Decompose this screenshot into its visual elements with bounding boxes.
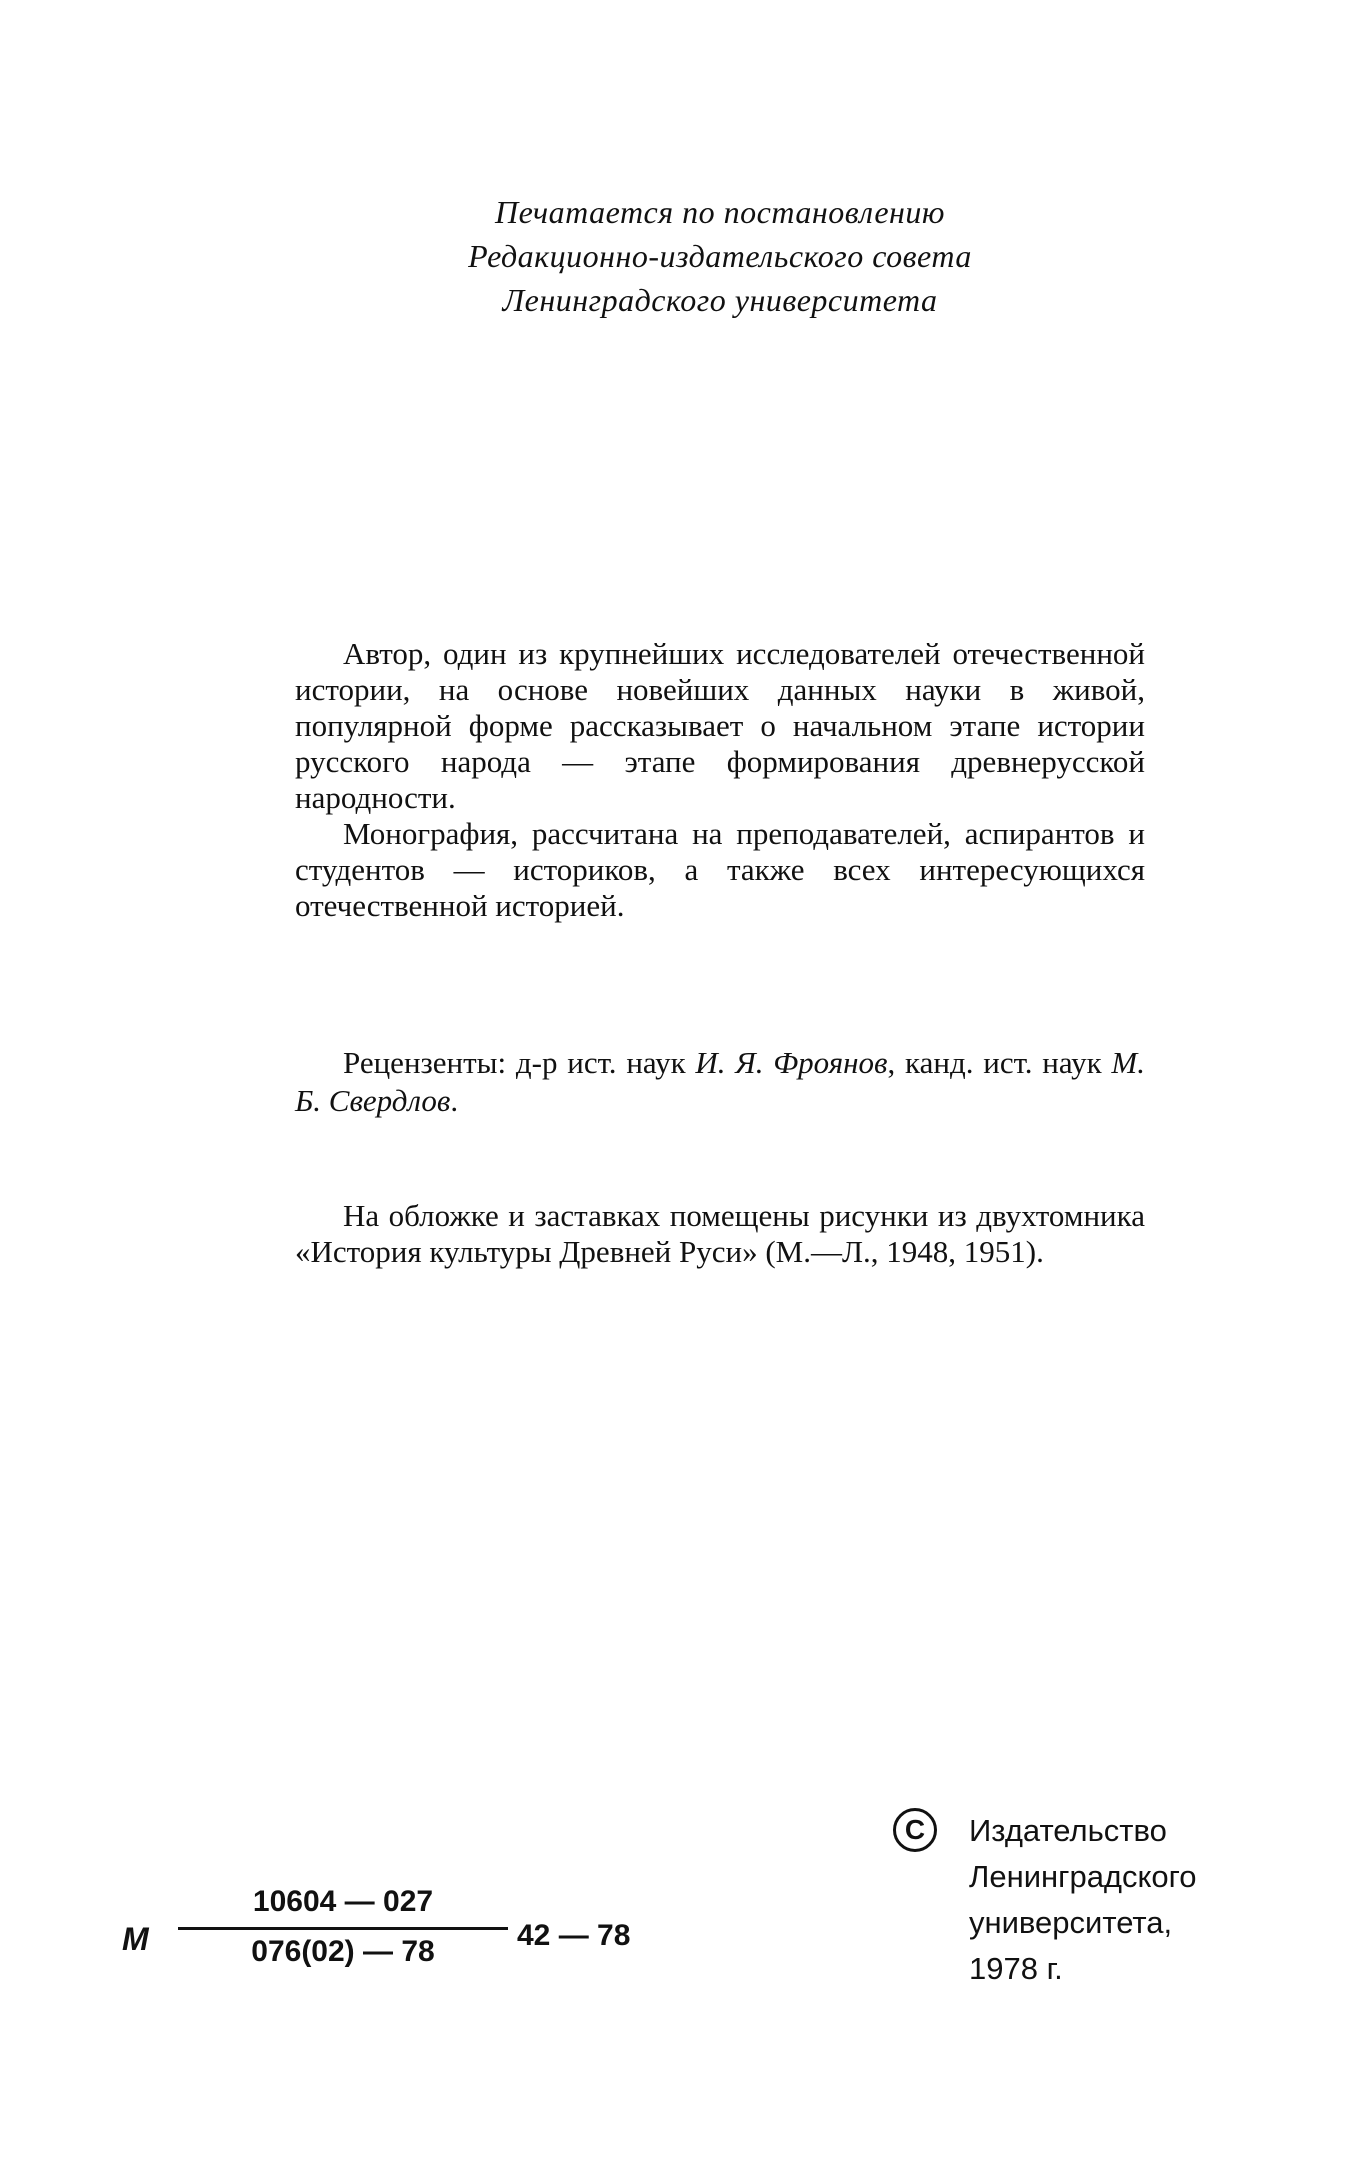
catalog-index xyxy=(122,1885,631,1995)
imprint-notice xyxy=(300,190,1140,322)
copyright-line-4: 1978 г. xyxy=(969,1951,1063,1986)
reviewer-name-2: М. Б. Свердлов xyxy=(295,1045,1145,1118)
catalog-order-number: 42 — 78 xyxy=(517,1919,631,1952)
reviewers-lead: Рецензенты: д-р ист. наук xyxy=(343,1045,696,1080)
copyright-icon: C xyxy=(893,1808,937,1852)
reviewers-middle: , канд. ист. наук xyxy=(887,1045,1112,1080)
fraction-bar xyxy=(178,1927,508,1930)
book-annotation xyxy=(295,636,1145,924)
reviewer-name-1: И. Я. Фроянов xyxy=(695,1045,888,1080)
catalog-denominator: 076(02) — 78 xyxy=(251,1935,435,1968)
catalog-numerator: 10604 — 027 xyxy=(252,1885,434,1918)
copyright-line-1: Издательство xyxy=(969,1813,1167,1848)
annotation-paragraph-2: Монография, рассчитана на преподавателей, аспирантов и студентов — историков, а также всех интересующихся отечественной историей. xyxy=(295,816,1145,923)
copyright-line-3: университета, xyxy=(969,1905,1173,1940)
reviewers-end: . xyxy=(450,1083,459,1118)
imprint-line-2: Редакционно-издательского совета xyxy=(468,238,972,274)
imprint-line-3: Ленинградского университета xyxy=(502,282,938,318)
cover-illustration-note: На обложке и заставках помещены рисунки из двухтомника «История культуры Древней Руси» (М.—Л., 1948, 1951). xyxy=(295,1198,1145,1269)
imprint-line-1: Печатается по постановлению xyxy=(495,194,945,230)
catalog-letter: М xyxy=(122,1921,149,1957)
annotation-paragraph-1: Автор, один из крупнейших исследователей отечественной истории, на основе новейших данных науки в живой, популярной форме рассказывает о начальном этапе истории русского народа — этапе формирования древнерусской народности. xyxy=(295,636,1145,815)
copyright-line-2: Ленинградского xyxy=(969,1859,1197,1894)
reviewers-note xyxy=(295,1044,1145,1120)
